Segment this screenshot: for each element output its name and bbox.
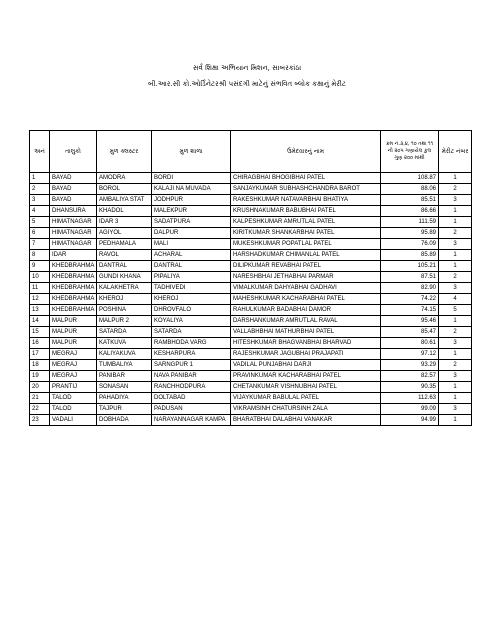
cell-taluka: TALOD	[50, 393, 97, 404]
cell-candidate-name: VIJAYKUMAR BABULAL PATEL	[231, 393, 381, 404]
cell-school: KESHARPURA	[152, 349, 231, 360]
cell-taluka: HIMATNAGAR	[50, 239, 97, 250]
cell-taluka: KHEDBRAHMA	[50, 294, 97, 305]
cell-taluka: VADALI	[50, 415, 97, 426]
table-row	[30, 272, 472, 283]
cell-cluster: PEDHAMALA	[97, 239, 152, 250]
cell-candidate-name: CHETANKUMAR VISHNUBHAI PATEL	[231, 382, 381, 393]
cell-serial: 12	[30, 294, 50, 305]
table-row	[30, 415, 472, 426]
cell-serial: 17	[30, 349, 50, 360]
table-row	[30, 294, 472, 305]
header-taluka: તાલુકો	[50, 131, 97, 173]
cell-serial: 3	[30, 195, 50, 206]
cell-serial: 5	[30, 217, 50, 228]
cell-taluka: BAYAD	[50, 184, 97, 195]
cell-taluka: MEGRAJ	[50, 349, 97, 360]
cell-score: 99.09	[381, 404, 439, 415]
cell-serial: 15	[30, 327, 50, 338]
cell-cluster: RAVOL	[97, 250, 152, 261]
table-row	[30, 349, 472, 360]
cell-candidate-name: DILIPKUMAR REVABHAI PATEL	[231, 261, 381, 272]
cell-cluster: KATKUVA	[97, 338, 152, 349]
cell-cluster: AMBALIYA STAT	[97, 195, 152, 206]
cell-cluster: BOROL	[97, 184, 152, 195]
cell-cluster: TUMBALIYA	[97, 360, 152, 371]
cell-cluster: AMODRA	[97, 173, 152, 184]
cell-merit-number: 5	[439, 305, 472, 316]
cell-candidate-name: VIKRAMSINH CHATURSINH ZALA	[231, 404, 381, 415]
table-row	[30, 261, 472, 272]
cell-score: 85.47	[381, 327, 439, 338]
table-row	[30, 184, 472, 195]
cell-score: 94.99	[381, 415, 439, 426]
cell-cluster: KALAKHETRA	[97, 283, 152, 294]
cell-candidate-name: HITESHKUMAR BHAGVANBHAI BHARVAD	[231, 338, 381, 349]
cell-taluka: KHEDBRAHMA	[50, 261, 97, 272]
cell-merit-number: 1	[439, 415, 472, 426]
cell-serial: 8	[30, 250, 50, 261]
table-row	[30, 327, 472, 338]
table-row	[30, 316, 472, 327]
cell-serial: 13	[30, 305, 50, 316]
cell-taluka: DHANSURA	[50, 206, 97, 217]
cell-cluster: DANTRAL	[97, 261, 152, 272]
cell-cluster: AGIYOL	[97, 228, 152, 239]
cell-taluka: MALPUR	[50, 338, 97, 349]
cell-score: 82.90	[381, 283, 439, 294]
cell-serial: 14	[30, 316, 50, 327]
cell-school: NAVA PANIBAR	[152, 371, 231, 382]
cell-taluka: PRANTIJ	[50, 382, 97, 393]
cell-cluster: KHEROJ	[97, 294, 152, 305]
cell-cluster: GUNDI KHANA	[97, 272, 152, 283]
cell-merit-number: 3	[439, 371, 472, 382]
table-row	[30, 239, 472, 250]
cell-school: PADUSAN	[152, 404, 231, 415]
cell-candidate-name: DARSHANKUMAR AMRUTLAL RAVAL	[231, 316, 381, 327]
cell-taluka: KHEDBRAHMA	[50, 305, 97, 316]
cell-taluka: IDAR	[50, 250, 97, 261]
cell-serial: 21	[30, 393, 50, 404]
cell-serial: 6	[30, 228, 50, 239]
cell-score: 74.15	[381, 305, 439, 316]
cell-school: MALI	[152, 239, 231, 250]
cell-candidate-name: CHIRAGBHAI BHOGIBHAI PATEL	[231, 173, 381, 184]
cell-candidate-name: VIMALKUMAR DAHYABHAI GADHAVI	[231, 283, 381, 294]
cell-school: JODHPUR	[152, 195, 231, 206]
cell-score: 111.59	[381, 217, 439, 228]
table-row	[30, 206, 472, 217]
cell-serial: 18	[30, 360, 50, 371]
merit-table	[29, 130, 472, 426]
cell-candidate-name: KALPESHKUMAR AMRUTLAL PATEL	[231, 217, 381, 228]
table-row	[30, 195, 472, 206]
cell-cluster: KHADOL	[97, 206, 152, 217]
cell-serial: 11	[30, 283, 50, 294]
cell-merit-number: 3	[439, 239, 472, 250]
table-row	[30, 283, 472, 294]
cell-cluster: SONASAN	[97, 382, 152, 393]
cell-candidate-name: VALLABHBHAI MATHURBHAI PATEL	[231, 327, 381, 338]
cell-serial: 9	[30, 261, 50, 272]
cell-cluster: PAHADIYA	[97, 393, 152, 404]
header-candidate-name: ઉમેદવારનું નામ	[231, 131, 381, 173]
cell-merit-number: 2	[439, 360, 472, 371]
cell-cluster: PANIBAR	[97, 371, 152, 382]
cell-school: KHEROJ	[152, 294, 231, 305]
cell-score: 95.89	[381, 228, 439, 239]
cell-merit-number: 1	[439, 393, 472, 404]
header-no: અનં	[30, 131, 50, 173]
table-header-row	[30, 131, 472, 173]
cell-merit-number: 1	[439, 382, 472, 393]
cell-merit-number: 3	[439, 338, 472, 349]
cell-taluka: HIMATNAGAR	[50, 217, 97, 228]
cell-candidate-name: KRUSHNAKUMAR BABUBHAI PATEL	[231, 206, 381, 217]
cell-merit-number: 1	[439, 349, 472, 360]
cell-taluka: MALPUR	[50, 316, 97, 327]
cell-merit-number: 1	[439, 250, 472, 261]
cell-school: DHROVFALO	[152, 305, 231, 316]
cell-score: 74.22	[381, 294, 439, 305]
header-merit-number: મેરીટ નંબર	[439, 131, 472, 173]
cell-merit-number: 1	[439, 316, 472, 327]
cell-taluka: KHEDBRAHMA	[50, 272, 97, 283]
cell-school: RAMBHODA VARG	[152, 338, 231, 349]
cell-cluster: TAJPUR	[97, 404, 152, 415]
cell-candidate-name: BHARATBHAI DALABHAI VANAKAR	[231, 415, 381, 426]
cell-taluka: HIMATNAGAR	[50, 228, 97, 239]
cell-serial: 2	[30, 184, 50, 195]
cell-school: ACHARAL	[152, 250, 231, 261]
cell-taluka: TALOD	[50, 404, 97, 415]
cell-school: PIPALIYA	[152, 272, 231, 283]
cell-taluka: KHEDBRAHMA	[50, 283, 97, 294]
cell-serial: 22	[30, 404, 50, 415]
header-total-score: ક્રમ નં.૩,૪, ૧૦ તથા ૧૧ ની ૨૦૫ ગણાયેલ કુલ ગુણ ૨૦૦ માંથી	[381, 131, 439, 173]
cell-score: 85.51	[381, 195, 439, 206]
cell-serial: 19	[30, 371, 50, 382]
cell-cluster: POSHINA	[97, 305, 152, 316]
cell-merit-number: 4	[439, 294, 472, 305]
cell-merit-number: 3	[439, 283, 472, 294]
cell-score: 87.51	[381, 272, 439, 283]
cell-taluka: BAYAD	[50, 173, 97, 184]
cell-score: 90.35	[381, 382, 439, 393]
cell-cluster: IDAR 3	[97, 217, 152, 228]
cell-merit-number: 1	[439, 261, 472, 272]
table-row	[30, 360, 472, 371]
cell-score: 108.87	[381, 173, 439, 184]
cell-merit-number: 1	[439, 173, 472, 184]
table-row	[30, 250, 472, 261]
header-school: મુળ શાળા	[152, 131, 231, 173]
table-row	[30, 217, 472, 228]
cell-candidate-name: MAHESHKUMAR KACHARABHAI PATEL	[231, 294, 381, 305]
cell-serial: 4	[30, 206, 50, 217]
cell-school: SARNGPUR 1	[152, 360, 231, 371]
cell-score: 93.29	[381, 360, 439, 371]
cell-merit-number: 2	[439, 272, 472, 283]
cell-taluka: MALPUR	[50, 327, 97, 338]
cell-school: MALEKPUR	[152, 206, 231, 217]
cell-merit-number: 1	[439, 217, 472, 228]
cell-candidate-name: PRAVINKUMAR KACHARABHAI PATEL	[231, 371, 381, 382]
cell-score: 112.63	[381, 393, 439, 404]
table-row	[30, 393, 472, 404]
cell-candidate-name: RAJESHKUMAR JAGUBHAI PRAJAPATI	[231, 349, 381, 360]
document-title: સર્વ શિક્ષા અભિયાન મિશન, સાબરકાંઠા	[192, 64, 302, 72]
cell-candidate-name: KIRITKUMAR SHANKARBHAI PATEL	[231, 228, 381, 239]
cell-candidate-name: SANJAYKUMAR SUBHASHCHANDRA BAROT	[231, 184, 381, 195]
cell-taluka: MEGRAJ	[50, 360, 97, 371]
cell-merit-number: 2	[439, 184, 472, 195]
cell-serial: 10	[30, 272, 50, 283]
cell-school: RANCHHODPURA	[152, 382, 231, 393]
cell-cluster: KALIYAKUVA	[97, 349, 152, 360]
table-row	[30, 305, 472, 316]
cell-serial: 1	[30, 173, 50, 184]
header-cluster: મુળ ક્લસ્ટર	[97, 131, 152, 173]
cell-school: DALPUR	[152, 228, 231, 239]
cell-school: SADATPURA	[152, 217, 231, 228]
cell-score: 97.12	[381, 349, 439, 360]
cell-taluka: MEGRAJ	[50, 371, 97, 382]
cell-score: 88.06	[381, 184, 439, 195]
cell-school: KOYALIYA	[152, 316, 231, 327]
cell-cluster: DOBHADA	[97, 415, 152, 426]
cell-taluka: BAYAD	[50, 195, 97, 206]
cell-merit-number: 1	[439, 206, 472, 217]
cell-school: TADHIVEDI	[152, 283, 231, 294]
cell-candidate-name: MUKESHKUMAR POPATLAL PATEL	[231, 239, 381, 250]
cell-school: DOLTABAD	[152, 393, 231, 404]
cell-serial: 20	[30, 382, 50, 393]
cell-merit-number: 3	[439, 404, 472, 415]
cell-score: 85.89	[381, 250, 439, 261]
cell-score: 95.46	[381, 316, 439, 327]
cell-school: SATARDA	[152, 327, 231, 338]
cell-merit-number: 2	[439, 327, 472, 338]
cell-score: 80.61	[381, 338, 439, 349]
cell-serial: 7	[30, 239, 50, 250]
cell-merit-number: 2	[439, 228, 472, 239]
cell-school: DANTRAL	[152, 261, 231, 272]
table-row	[30, 404, 472, 415]
cell-serial: 23	[30, 415, 50, 426]
document-subtitle: બી.આર.સી કો.ઓર્ડિનેટરશ્રી પસંદગી માટેનું સંભવિત બ્લોક કક્ષાનું મેરીટ	[148, 80, 346, 88]
cell-school: KALAJI NA MUVADA	[152, 184, 231, 195]
cell-candidate-name: NARESHBHAI JETHABHAI PARMAR	[231, 272, 381, 283]
cell-score: 105.21	[381, 261, 439, 272]
cell-candidate-name: RAHULKUMAR BADABHAI DAMOR	[231, 305, 381, 316]
cell-cluster: SATARDA	[97, 327, 152, 338]
cell-score: 76.09	[381, 239, 439, 250]
cell-cluster: MALPUR 2	[97, 316, 152, 327]
cell-merit-number: 3	[439, 195, 472, 206]
table-row	[30, 338, 472, 349]
table-row	[30, 382, 472, 393]
cell-candidate-name: VADILAL PUNJABHAI DARJI	[231, 360, 381, 371]
table-row	[30, 228, 472, 239]
cell-score: 86.66	[381, 206, 439, 217]
table-row	[30, 173, 472, 184]
cell-school: NARAYANNAGAR KAMPA	[152, 415, 231, 426]
cell-serial: 16	[30, 338, 50, 349]
cell-candidate-name: HARSHADKUMAR CHIMANLAL PATEL	[231, 250, 381, 261]
cell-score: 82.57	[381, 371, 439, 382]
cell-school: BORDI	[152, 173, 231, 184]
table-row	[30, 371, 472, 382]
cell-candidate-name: RAKESHKUMAR NATAVARBHAI BHATIYA	[231, 195, 381, 206]
